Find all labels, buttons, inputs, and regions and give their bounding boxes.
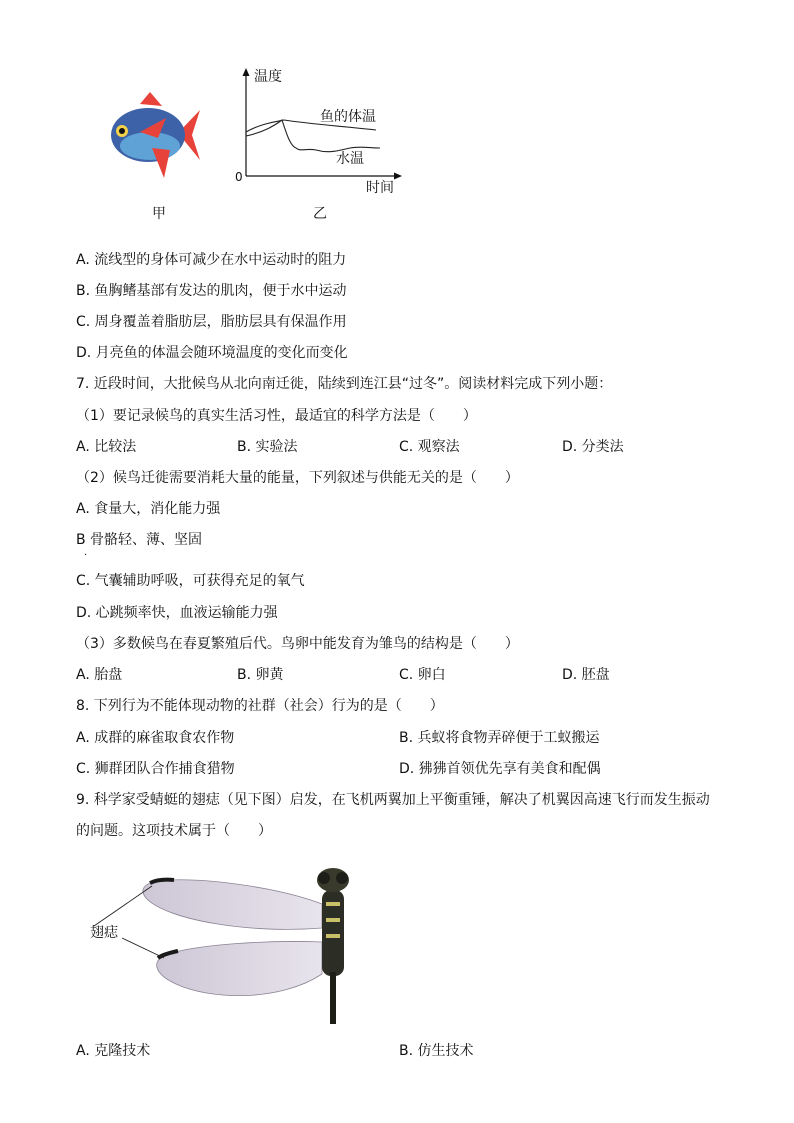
q9-option-a: A. 克隆技术 <box>76 1043 151 1059</box>
q7-sub1-option-a: A. 比较法 <box>76 439 137 455</box>
graph-origin-label: 0 <box>235 170 243 184</box>
q8-stem: 8. 下列行为不能体现动物的社群（社会）行为的是（ ） <box>76 698 444 714</box>
graph-y-axis-label: 温度 <box>254 69 282 85</box>
q7-sub3-option-c: C. 卵白 <box>399 667 446 683</box>
q7-stem: 7. 近段时间，大批候鸟从北向南迁徙，陆续到连江县“过冬”。阅读材料完成下列小题： <box>76 376 613 392</box>
q8-option-c: C. 狮群团队合作捕食猎物 <box>76 761 235 777</box>
graph-fish-curve-label: 鱼的体温 <box>320 109 376 125</box>
q8-option-d: D. 狒狒首领优先享有美食和配偶 <box>399 761 601 777</box>
opah-fish-illustration <box>100 88 205 183</box>
q6-option-d: D. 月亮鱼的体温会随环境温度的变化而变化 <box>76 345 348 361</box>
stray-mark: . <box>84 547 88 558</box>
q7-sub3-option-b: B. 卵黄 <box>237 667 284 683</box>
q7-sub3-stem: （3）多数候鸟在春夏繁殖后代。鸟卵中能发育为雏鸟的结构是（ ） <box>76 636 519 652</box>
q7-sub1-option-c: C. 观察法 <box>399 439 460 455</box>
figure-caption-right: 乙 <box>313 206 327 222</box>
graph-water-curve-label: 水温 <box>336 151 364 167</box>
q7-sub2-option-a: A. 食量大，消化能力强 <box>76 501 221 517</box>
q9-stem-line2: 的问题。这项技术属于（ ） <box>76 823 272 839</box>
q7-sub2-option-b: B 骨骼轻、薄、坚固 <box>76 532 203 548</box>
q6-option-c: C. 周身覆盖着脂肪层，脂肪层具有保温作用 <box>76 314 347 330</box>
q6-option-a: A. 流线型的身体可减少在水中运动时的阻力 <box>76 252 347 268</box>
q7-sub1-option-b: B. 实验法 <box>237 439 298 455</box>
q7-sub2-option-d: D. 心跳频率快，血液运输能力强 <box>76 605 278 621</box>
q6-option-b: B. 鱼胸鳍基部有发达的肌肉，便于水中运动 <box>76 283 347 299</box>
graph-x-axis-label: 时间 <box>366 180 394 196</box>
q7-sub1-stem: （1）要记录候鸟的真实生活习性，最适宜的科学方法是（ ） <box>76 408 477 424</box>
figure-caption-left: 甲 <box>152 206 166 222</box>
q7-sub3-option-a: A. 胎盘 <box>76 667 123 683</box>
wing-stigma-label: 翅痣 <box>90 925 118 941</box>
q8-option-b: B. 兵蚁将食物弄碎便于工蚁搬运 <box>399 730 600 746</box>
q9-stem-line1: 9. 科学家受蜻蜓的翅痣（见下图）启发，在飞机两翼加上平衡重锤，解决了机翼因高速飞行而发生振动 <box>76 792 710 808</box>
q8-option-a: A. 成群的麻雀取食农作物 <box>76 730 235 746</box>
q7-sub2-stem: （2）候鸟迁徙需要消耗大量的能量，下列叙述与供能无关的是（ ） <box>76 470 519 486</box>
q7-sub2-option-c: C. 气囊辅助呼吸，可获得充足的氧气 <box>76 573 305 589</box>
q7-sub3-option-d: D. 胚盘 <box>562 667 610 683</box>
q9-option-b: B. 仿生技术 <box>399 1043 474 1059</box>
dragonfly-wing-illustration <box>90 862 360 1024</box>
q7-sub1-option-d: D. 分类法 <box>562 439 624 455</box>
